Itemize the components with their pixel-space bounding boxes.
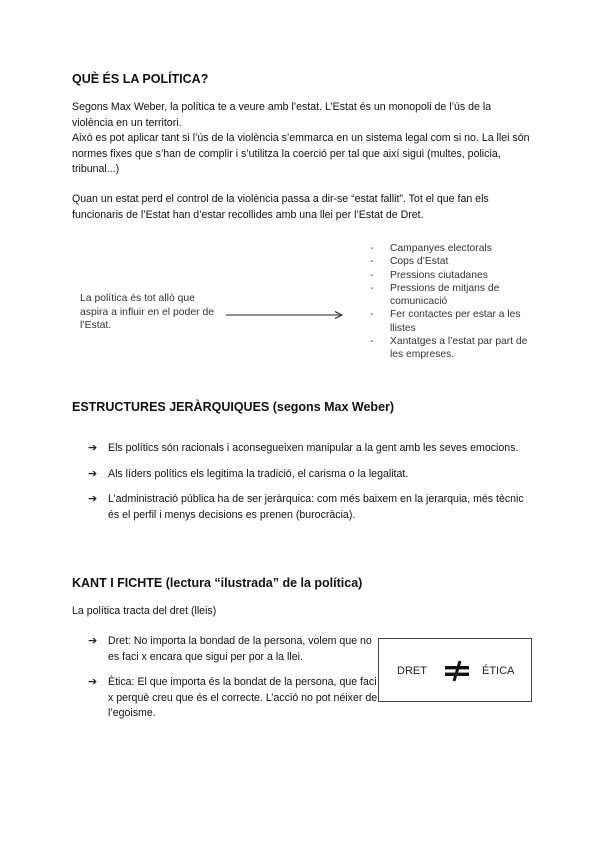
not-equal-icon bbox=[443, 659, 471, 683]
paragraph-weber-line1: Segons Max Weber, la política te a veure amb l’estat. L’Estat és un monopoli de l’ús de la violència en un territori. bbox=[72, 101, 492, 129]
arrow-right-icon: ➔ bbox=[88, 442, 98, 454]
arrow-right-icon: ➔ bbox=[88, 635, 98, 647]
compare-right-label: ÉTICA bbox=[482, 665, 515, 677]
list-item: ➔ Als líders polítics els legitima la tradició, el carisma o la legalitat. bbox=[88, 467, 528, 483]
list-item: - Pressions de mitjans de comunicació bbox=[368, 282, 538, 309]
paragraph-dret-intro: La política tracta del dret (lleis) bbox=[72, 605, 217, 617]
arrow-right-icon: ➔ bbox=[88, 493, 98, 505]
list-item: ➔ Dret: No importa la bondad de la persona, volem que no es faci x encara que sigui per por a la llei. bbox=[88, 635, 372, 663]
paragraph-estat-fallit: Quan un estat perd el control de la violència passa a dir-se “estat fallit”. Tot el que fan els funcionaris de l’Estat han d’estar recollides amb una llei per l’Estat de Dret. bbox=[72, 193, 489, 221]
section-heading-kant-fichte: KANT I FICHTE (lectura “ilustrada” de la política) bbox=[72, 576, 363, 590]
hierarchy-list bbox=[88, 441, 528, 533]
long-arrow-icon bbox=[226, 309, 346, 321]
list-item: ➔ L’administració pública ha de ser jeràrquica: com més baixem en la jerarquia, més tècnic és el perfil i menys decisions es prenen (burocràcia). bbox=[88, 493, 524, 521]
arrow-right-icon: ➔ bbox=[88, 467, 98, 480]
list-item: - Fer contactes per estar a les llistes bbox=[368, 308, 538, 335]
influence-list bbox=[368, 242, 538, 362]
paragraph-weber bbox=[72, 100, 532, 178]
list-item: - Xantatges a l’estat par part de les empreses. bbox=[368, 335, 538, 362]
politics-definition-note: La política és tot allò que aspira a influir en el poder de l’Estat. bbox=[80, 293, 215, 331]
paragraph-weber-line2: Això es pot aplicar tant si l’ús de la violència s’emmarca en un sistema legal com si no. La llei són normes fixes que s’han de complir i s’utilitza la coerció per tal que així sigui (multes, policia, tribunal...) bbox=[72, 132, 530, 175]
list-item: - Pressions ciutadanes bbox=[368, 269, 538, 282]
list-item: - Cops d’Estat bbox=[368, 255, 538, 268]
list-item: ➔ Els polítics són racionals i aconsegueixen manipular a la gent amb les seves emocions. bbox=[88, 441, 528, 457]
compare-left-label: DRET bbox=[397, 665, 427, 677]
section-heading-estructures: ESTRUCTURES JERÀRQUIQUES (segons Max Weber) bbox=[72, 400, 395, 414]
list-item: ➔ Ètica: El que importa és la bondat de la persona, que faci x perquè creu que és el correcte. L’acció no pot néixer de l’egoisme. bbox=[88, 676, 378, 719]
arrow-right-icon: ➔ bbox=[88, 676, 98, 688]
dret-etica-list bbox=[88, 634, 378, 732]
section-heading-politica: QUÈ ÉS LA POLÍTICA? bbox=[72, 72, 209, 86]
list-item: - Campanyes electorals bbox=[368, 242, 538, 255]
dret-etica-comparison-box bbox=[378, 638, 532, 702]
